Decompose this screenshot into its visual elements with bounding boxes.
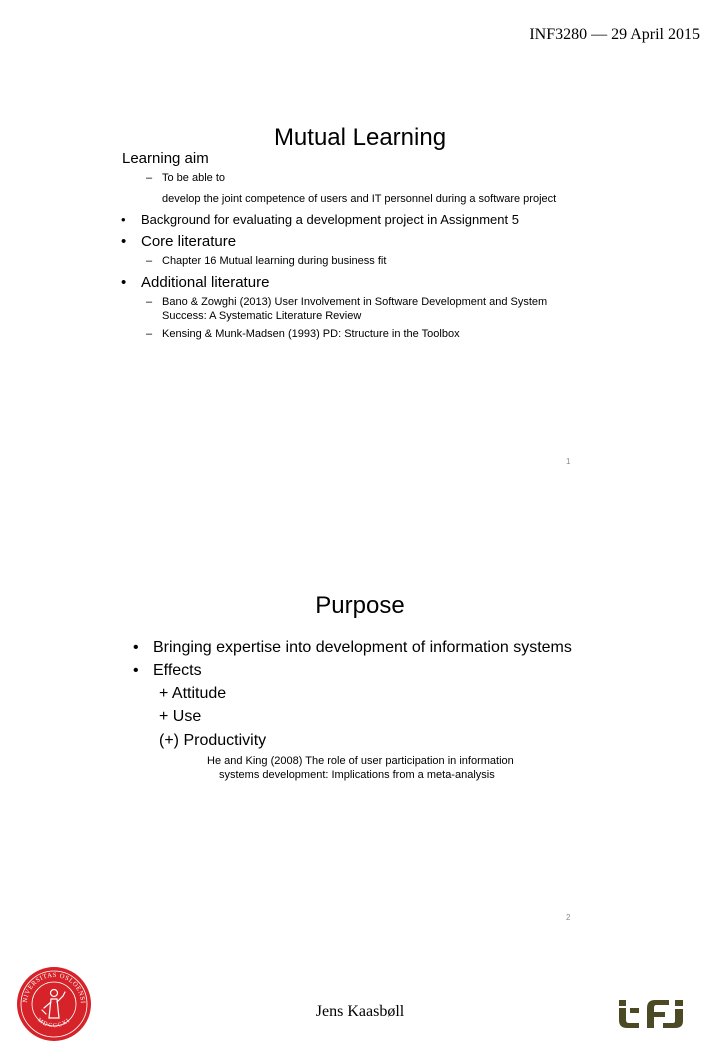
additional-literature-item: Kensing & Munk-Madsen (1993) PD: Structure in the Toolbox xyxy=(162,328,460,340)
core-literature-label: Core literature xyxy=(141,233,237,250)
effect-item: + Attitude xyxy=(159,685,227,702)
core-literature-item: Chapter 16 Mutual learning during business fit xyxy=(162,255,387,267)
bullet-marker: • xyxy=(121,233,127,250)
svg-text:MDCCCXI: MDCCCXI xyxy=(36,1017,72,1030)
learning-aim-label: Learning aim xyxy=(122,150,209,167)
dash-marker: – xyxy=(146,328,153,340)
effect-item: + Use xyxy=(159,708,202,725)
ifi-logo-icon xyxy=(617,999,695,1029)
bullet-marker: • xyxy=(121,212,126,227)
bullet-marker: • xyxy=(121,274,127,291)
bullet-marker: • xyxy=(133,639,139,656)
page-number: 2 xyxy=(566,913,571,922)
ifi-logo xyxy=(617,999,695,1029)
slide-title: Purpose xyxy=(315,592,405,619)
dash-marker: – xyxy=(146,296,153,308)
learning-aim-sub: To be able to xyxy=(162,172,225,184)
learning-aim-detail: develop the joint competence of users and IT personnel during a software project xyxy=(162,193,557,205)
author-name: Jens Kaasbøll xyxy=(315,1003,405,1020)
reference-line: systems development: Implications from a meta-analysis xyxy=(219,769,495,781)
reference-line: He and King (2008) The role of user participation in information xyxy=(207,755,514,767)
svg-text:UNIVERSITAS OSLOENSIS: NIVERSITAS OSLOENSI xyxy=(21,971,87,1005)
additional-literature-label: Additional literature xyxy=(141,274,270,291)
bullet-marker: • xyxy=(133,662,139,679)
bullet-background: Background for evaluating a development project in Assignment 5 xyxy=(141,212,519,227)
purpose-bullet: Bringing expertise into development of information systems xyxy=(153,639,572,656)
dash-marker: – xyxy=(146,255,153,267)
slide-title: Mutual Learning xyxy=(273,124,447,151)
dash-marker: – xyxy=(146,172,153,184)
additional-literature-item: Bano & Zowghi (2013) User Involvement in Software Development and System xyxy=(162,296,548,308)
additional-literature-item-cont: Success: A Systematic Literature Review xyxy=(162,310,362,322)
page-number: 1 xyxy=(566,457,571,466)
purpose-bullet: Effects xyxy=(153,662,202,679)
document-header: INF3280 — 29 April 2015 xyxy=(529,26,700,43)
effect-item: (+) Productivity xyxy=(159,732,267,749)
